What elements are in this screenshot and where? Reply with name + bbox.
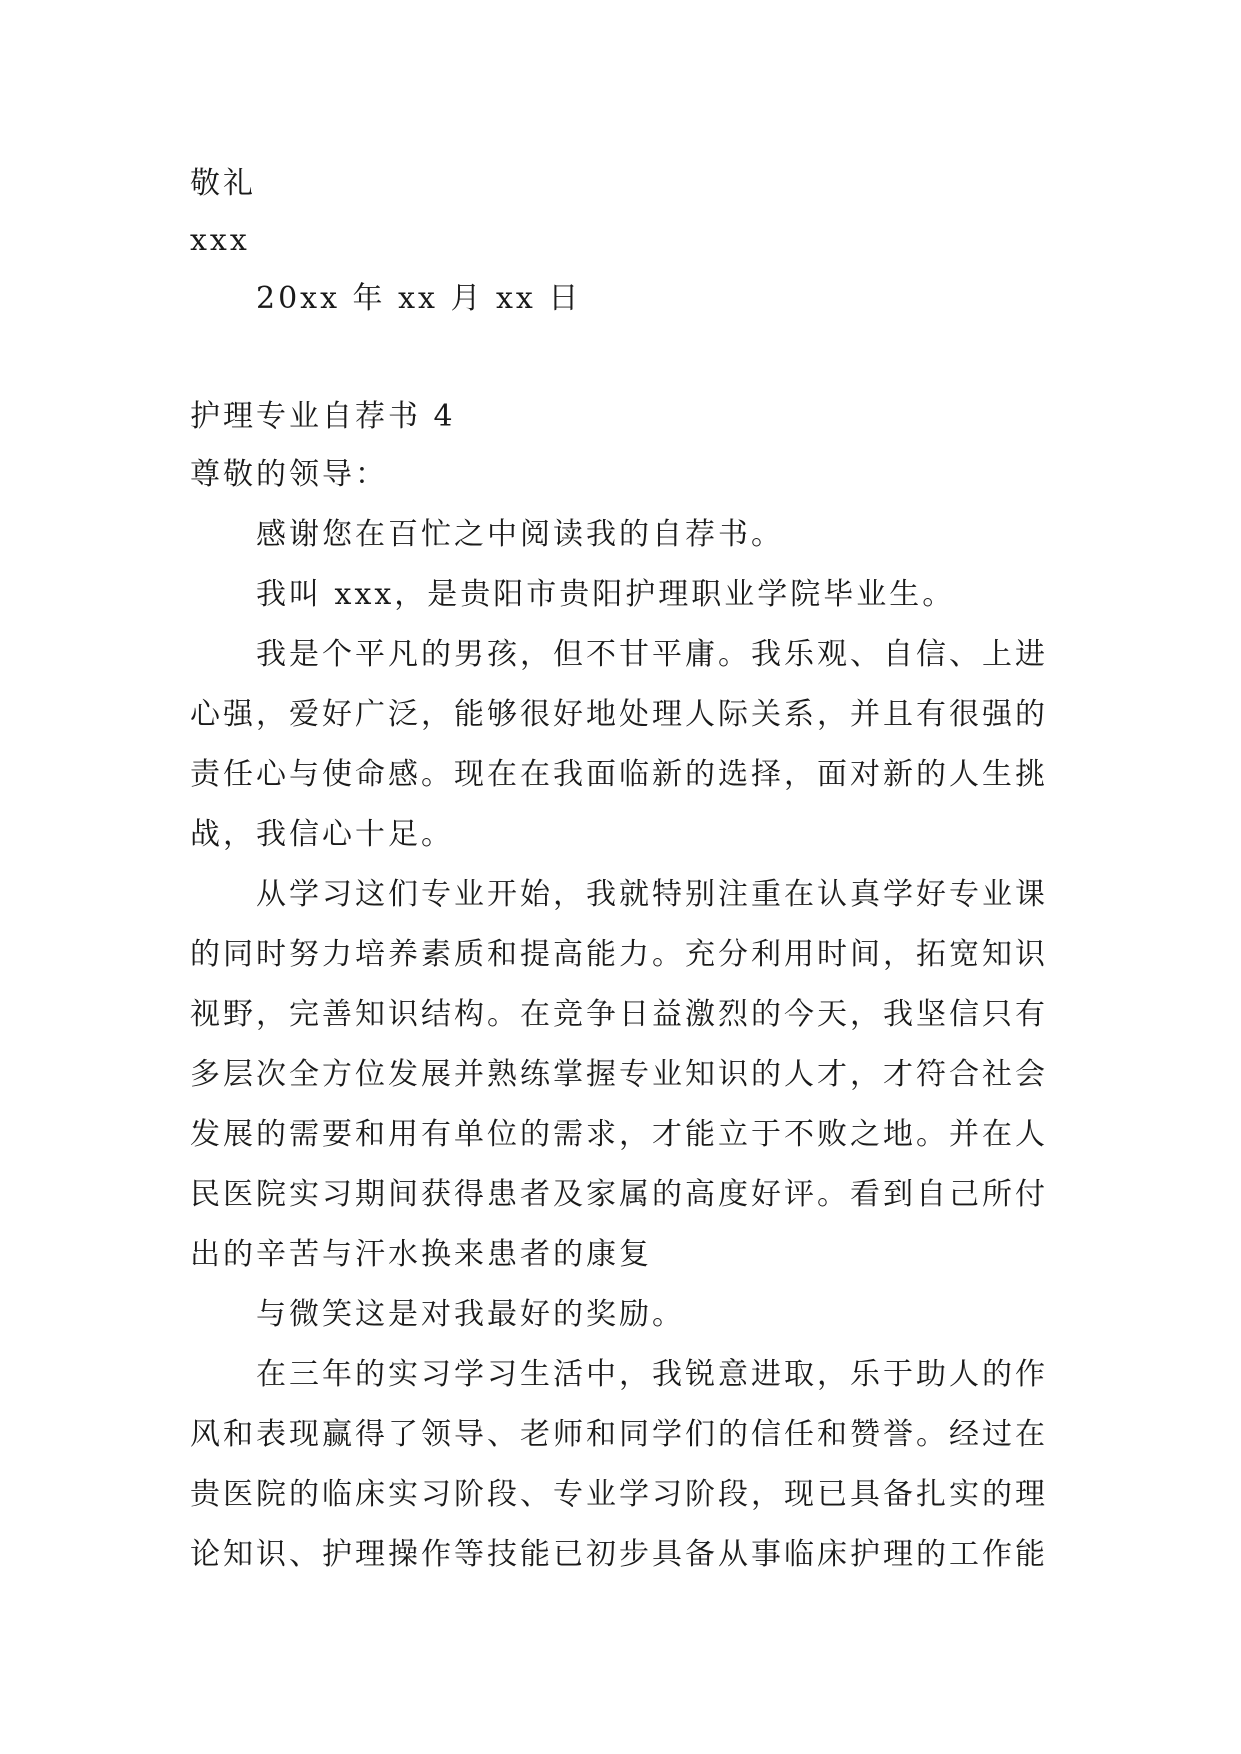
body-line: 与微笑这是对我最好的奖励。 [256, 1297, 685, 1332]
body-line: 的同时努力培养素质和提高能力。充分利用时间，拓宽知识 [190, 937, 1048, 972]
body-line: 风和表现赢得了领导、老师和同学们的信任和赞誉。经过在 [190, 1417, 1048, 1452]
closing-date: 20xx 年 xx 月 xx 日 [256, 281, 582, 316]
closing-salutation: 敬礼 [190, 166, 256, 201]
body-line: 民医院实习期间获得患者及家属的高度好评。看到自己所付 [190, 1177, 1048, 1212]
body-line: 从学习这们专业开始，我就特别注重在认真学好专业课 [256, 877, 1048, 912]
letter-greeting: 尊敬的领导： [190, 457, 388, 492]
body-line: 我叫 xxx，是贵阳市贵阳护理职业学院毕业生。 [256, 577, 956, 612]
body-line: 多层次全方位发展并熟练掌握专业知识的人才，才符合社会 [190, 1057, 1048, 1092]
body-line: 贵医院的临床实习阶段、专业学习阶段，现已具备扎实的理 [190, 1477, 1048, 1512]
letter-title: 护理专业自荐书 4 [190, 399, 456, 434]
body-line: 在三年的实习学习生活中，我锐意进取，乐于助人的作 [256, 1357, 1048, 1392]
body-line: 我是个平凡的男孩，但不甘平庸。我乐观、自信、上进 [256, 637, 1048, 672]
closing-signature: xxx [190, 223, 250, 258]
body-line: 心强，爱好广泛，能够很好地处理人际关系，并且有很强的 [190, 697, 1048, 732]
body-line: 责任心与使命感。现在在我面临新的选择，面对新的人生挑 [190, 757, 1048, 792]
body-line: 出的辛苦与汗水换来患者的康复 [190, 1237, 652, 1272]
body-line: 感谢您在百忙之中阅读我的自荐书。 [256, 517, 784, 552]
body-line: 视野，完善知识结构。在竞争日益激烈的今天，我坚信只有 [190, 997, 1048, 1032]
body-line: 发展的需要和用有单位的需求，才能立于不败之地。并在人 [190, 1117, 1048, 1152]
body-line: 战，我信心十足。 [190, 817, 454, 852]
body-line: 论知识、护理操作等技能已初步具备从事临床护理的工作能 [190, 1537, 1048, 1572]
